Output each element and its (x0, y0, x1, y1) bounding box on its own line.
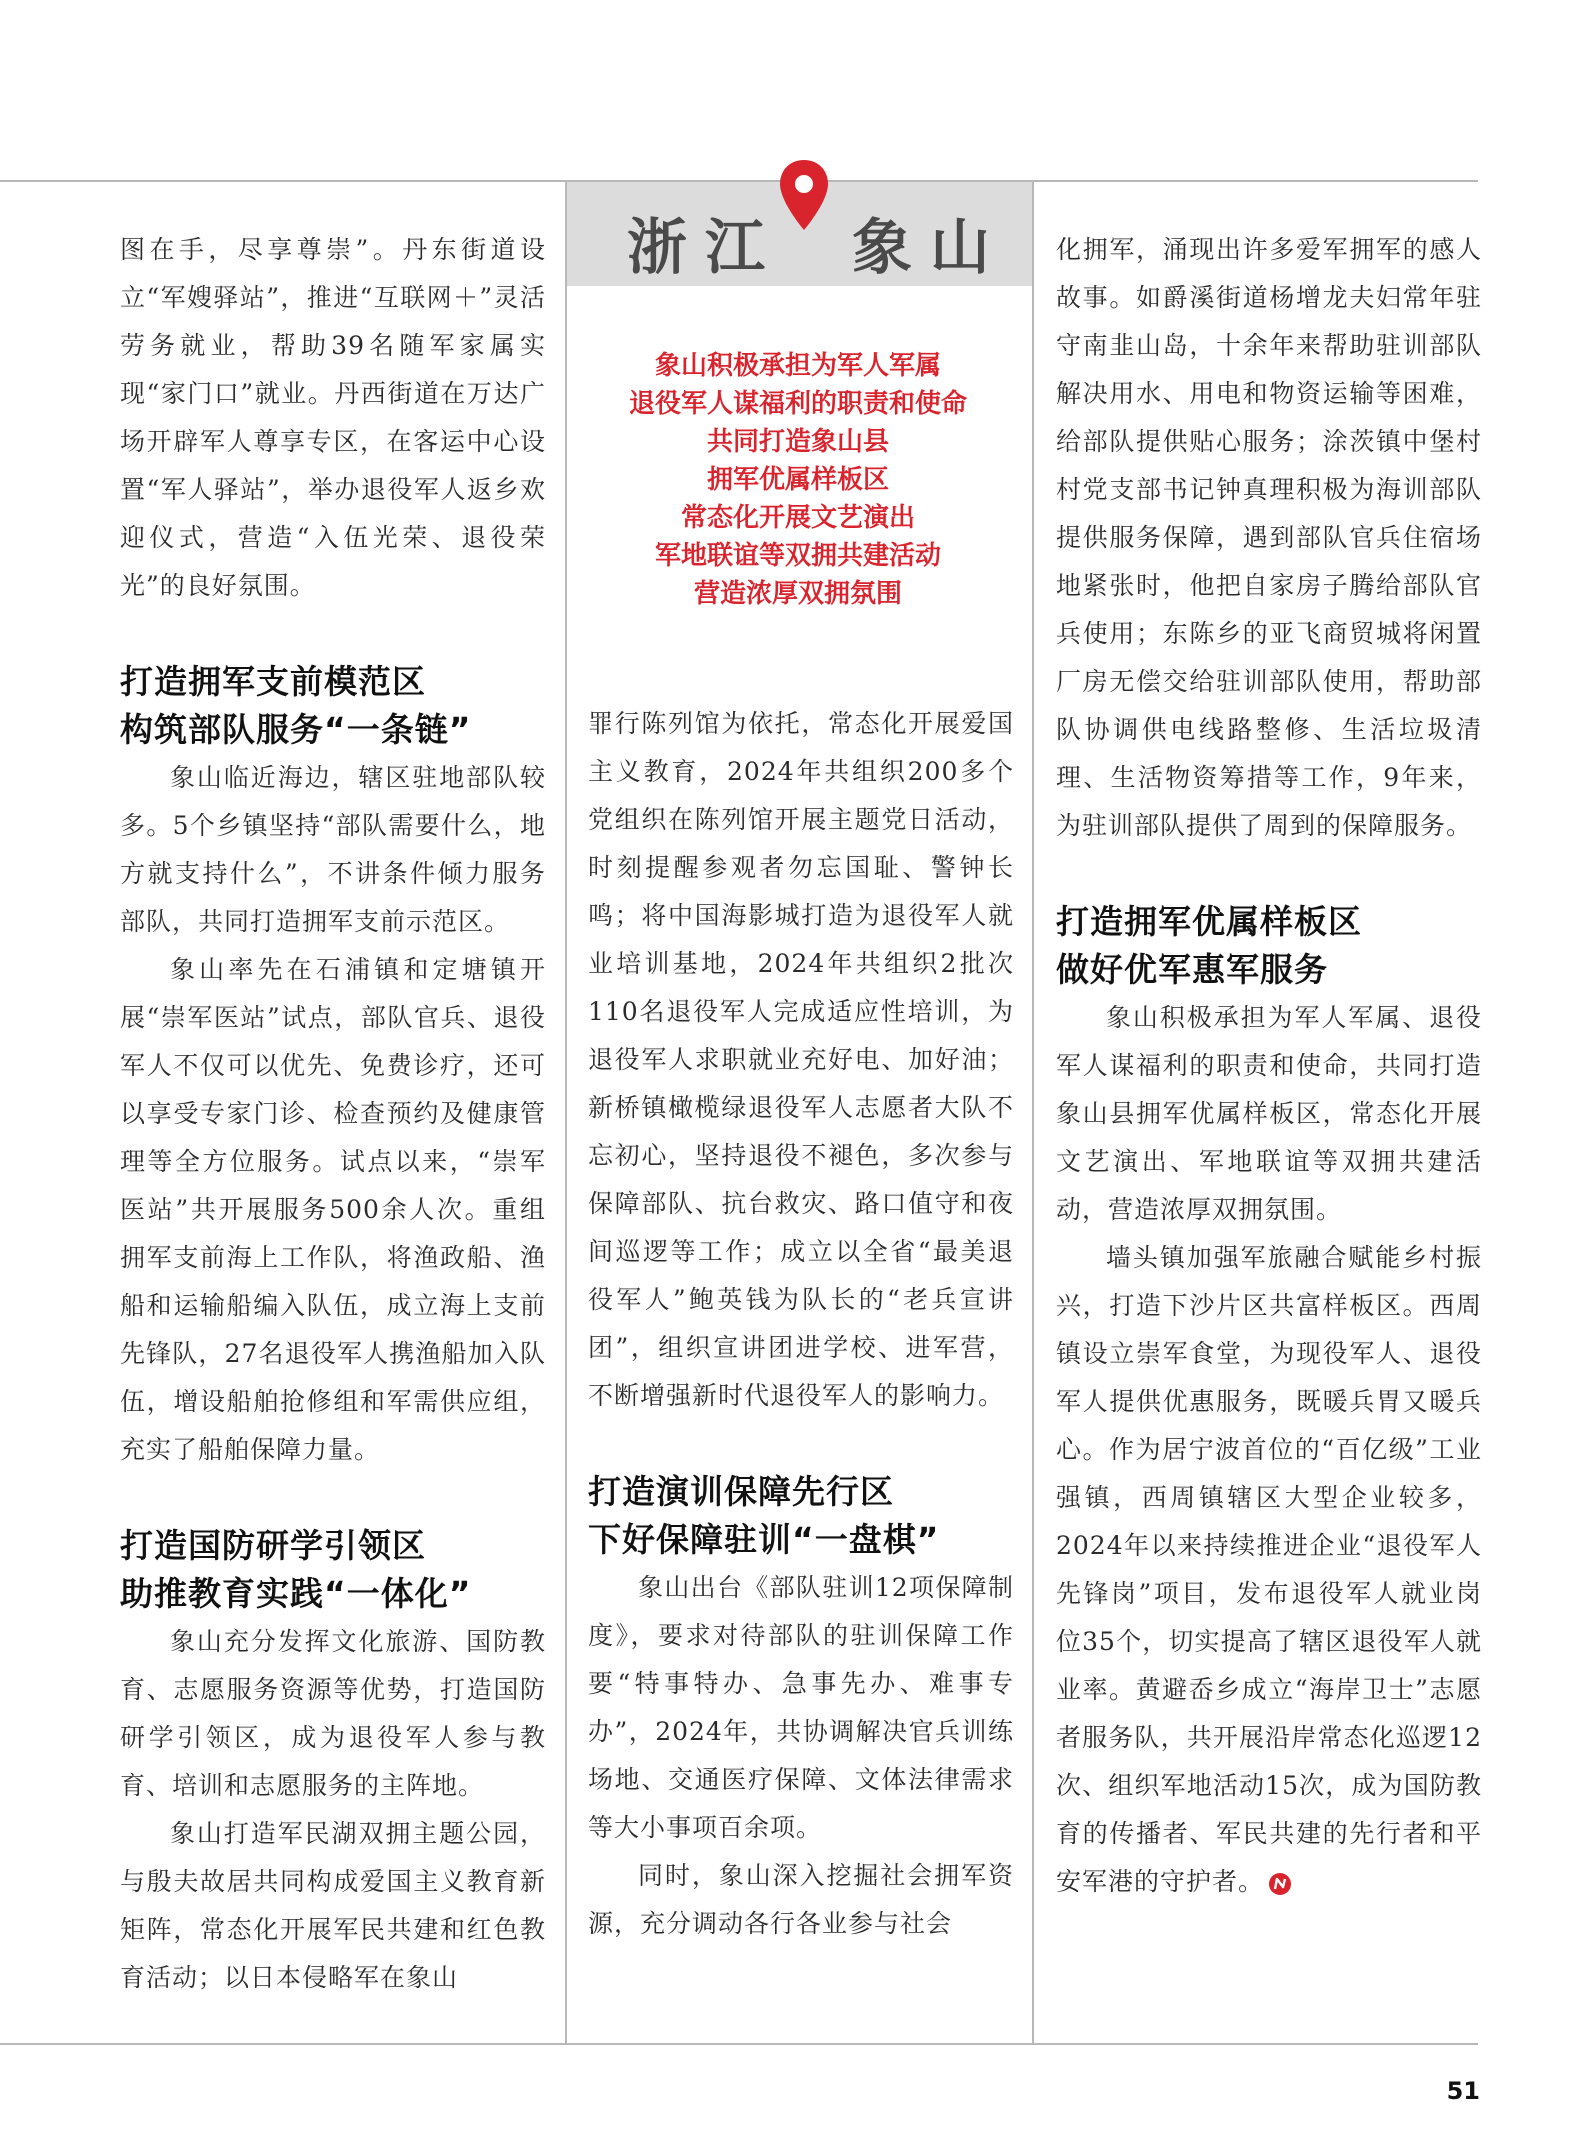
summary-line: 退役军人谋福利的职责和使命 (628, 389, 967, 419)
paragraph: 象山积极承担为军人军属、退役军人谋福利的职责和使命，共同打造象山县拥军优属样板区，常态化开展文艺演出、军地联谊等双拥共建活动，营造浓厚双拥氛围。 (1056, 1003, 1482, 1224)
highlight-summary (588, 347, 1008, 613)
paragraph: 罪行陈列馆为依托，常态化开展爱国主义教育，2024年共组织200多个党组织在陈列馆开展主题党日活动，时刻提醒参观者勿忘国耻、警钟长鸣；将中国海影城打造为退役军人就业培训基地，2024年共组织2批次110名退役军人完成适应性培训，为退役军人求职就业充好电、加好油；新桥镇橄榄绿退役军人志愿者大队不忘初心，坚持退役不褪色，多次参与保障部队、抗台救灾、路口值守和夜间巡逻等工作；成立以全省“最美退役军人”鲍英钱为队长的“老兵宣讲团”，组织宣讲团进学校、进军营，不断增强新时代退役军人的影响力。 (588, 709, 1014, 1410)
heading-line: 构筑部队服务“一条链” (120, 710, 472, 749)
summary-line: 常态化开展文艺演出 (680, 503, 915, 533)
page-number: 51 (1446, 2077, 1480, 2105)
heading-line: 打造演训保障先行区 (588, 1472, 894, 1511)
section-heading (588, 1468, 1014, 1564)
heading-line: 打造拥军优属样板区 (1056, 902, 1362, 941)
section-heading (120, 658, 546, 754)
end-mark-icon (1268, 1872, 1292, 1896)
paragraph-text: 墙头镇加强军旅融合赋能乡村振兴，打造下沙片区共富样板区。西周镇设立崇军食堂，为现役军人、退役军人提供优惠服务，既暖兵胃又暖兵心。作为居宁波首位的“百亿级”工业强镇，西周镇辖区大型企业较多，2024年以来持续推进企业“退役军人先锋岗”项目，发布退役军人就业岗位35个，切实提高了辖区退役军人就业率。黄避岙乡成立“海岸卫士”志愿者服务队，共开展沿岸常态化巡逻12次、组织军地活动15次，成为国防教育的传播者、军民共建的先行者和平安军港的守护者。 (1056, 1243, 1482, 1896)
article-column-2 (588, 700, 1014, 1948)
paragraph: 象山临近海边，辖区驻地部队较多。5个乡镇坚持“部队需要什么，地方就支持什么”，不讲条件倾力服务部队，共同打造拥军支前示范区。 (120, 763, 546, 936)
section-heading (1056, 898, 1482, 994)
summary-line: 军地联谊等双拥共建活动 (654, 541, 941, 571)
heading-line: 助推教育实践“一体化” (120, 1574, 472, 1613)
paragraph: 图在手，尽享尊崇”。丹东街道设立“军嫂驿站”，推进“互联网＋”灵活劳务就业，帮助39名随军家属实现“家门口”就业。丹西街道在万达广场开辟军人尊享专区，在客运中心设置“军人驿站”，举办退役军人返乡欢迎仪式，营造“入伍光荣、退役荣光”的良好氛围。 (120, 235, 546, 600)
article-column-1 (120, 226, 546, 2002)
summary-line: 拥军优属样板区 (706, 465, 889, 495)
summary-line: 象山积极承担为军人军属 (654, 351, 941, 381)
paragraph: 象山率先在石浦镇和定塘镇开展“崇军医站”试点，部队官兵、退役军人不仅可以优先、免费诊疗，还可以享受专家门诊、检查预约及健康管理等全方位服务。试点以来，“崇军医站”共开展服务500余人次。重组拥军支前海上工作队，将渔政船、渔船和运输船编入队伍，成立海上支前先锋队，27名退役军人携渔船加入队伍，增设船舶抢修组和军需供应组，充实了船舶保障力量。 (120, 955, 546, 1464)
heading-line: 下好保障驻训“一盘棋” (588, 1520, 940, 1559)
column-divider-right (1032, 180, 1034, 2045)
province-label: 浙江 (627, 213, 783, 283)
summary-line: 共同打造象山县 (706, 427, 889, 457)
heading-line: 做好优军惠军服务 (1056, 950, 1328, 989)
bottom-rule (0, 2043, 1478, 2045)
summary-line: 营造浓厚双拥氛围 (693, 579, 902, 609)
paragraph: 化拥军，涌现出许多爱军拥军的感人故事。如爵溪街道杨增龙夫妇常年驻守南韭山岛，十余年来帮助驻训部队解决用水、用电和物资运输等困难，给部队提供贴心服务；涂茨镇中堡村村党支部书记钟真理积极为海训部队提供服务保障，遇到部队官兵住宿场地紧张时，他把自家房子腾给部队官兵使用；东陈乡的亚飞商贸城将闲置厂房无偿交给驻训部队使用，帮助部队协调供电线路整修、生活垃圾清理、生活物资筹措等工作，9年来，为驻训部队提供了周到的保障服务。 (1056, 235, 1482, 840)
column-divider-left (565, 180, 567, 2045)
paragraph: 象山出台《部队驻训12项保障制度》，要求对待部队的驻训保障工作要“特事特办、急事先办、难事专办”，2024年，共协调解决官兵训练场地、交通医疗保障、文体法律需求等大小事项百余项。 (588, 1573, 1014, 1842)
paragraph: 象山打造军民湖双拥主题公园，与殷夫故居共同构成爱国主义教育新矩阵，常态化开展军民共建和红色教育活动；以日本侵略军在象山 (120, 1819, 546, 1992)
section-heading (120, 1522, 546, 1618)
paragraph: 象山充分发挥文化旅游、国防教育、志愿服务资源等优势，打造国防研学引领区，成为退役军人参与教育、培训和志愿服务的主阵地。 (120, 1627, 546, 1800)
article-column-3 (1056, 226, 1482, 1906)
paragraph (1056, 1234, 1482, 1906)
paragraph: 同时，象山深入挖掘社会拥军资源，充分调动各行各业参与社会 (588, 1861, 1014, 1938)
location-pin-icon (777, 158, 831, 238)
county-label: 象山 (852, 213, 1008, 283)
heading-line: 打造拥军支前模范区 (120, 662, 426, 701)
heading-line: 打造国防研学引领区 (120, 1526, 426, 1565)
